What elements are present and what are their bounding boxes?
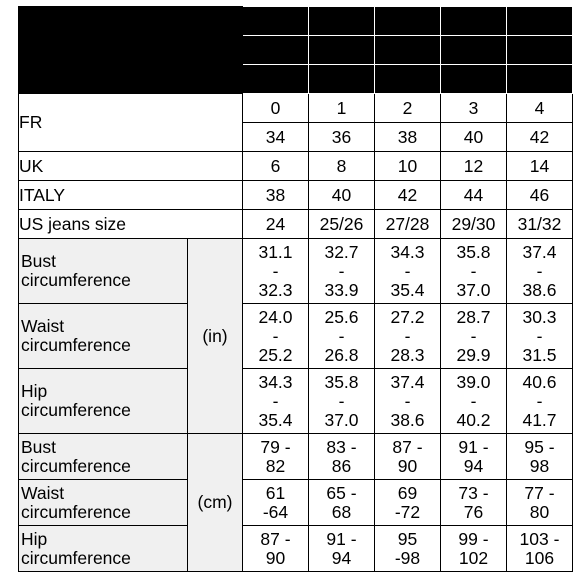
measurement-label: Waist circumference — [21, 316, 131, 355]
bust-cm-value — [441, 434, 507, 480]
unit-cm: (cm) — [188, 434, 243, 572]
range-value: 25.6 - 26.8 — [324, 306, 359, 365]
us-number: 6 — [375, 36, 441, 65]
italy-value: 42 — [375, 181, 441, 210]
italy-value: 46 — [507, 181, 573, 210]
bust-in-value — [441, 239, 507, 304]
range-value: 77 - 80 — [524, 482, 555, 522]
fr-value: 40 — [441, 123, 507, 152]
size-xl: XL — [507, 7, 573, 36]
waist-in-value — [309, 304, 375, 369]
hip-cm-value — [243, 526, 309, 572]
measurement-label: Bust circumference — [21, 436, 131, 476]
us-jeans-value: 27/28 — [375, 65, 441, 94]
us-jeans-value-2: 31/32 — [507, 210, 573, 239]
waist-in-value — [441, 304, 507, 369]
italy-label: ITALY — [19, 181, 243, 210]
us-number: 2 — [243, 36, 309, 65]
range-value: 34.3 - 35.4 — [390, 241, 425, 300]
hip-cm-value — [375, 526, 441, 572]
uk-row — [19, 152, 573, 181]
bust-in-row — [19, 239, 573, 304]
fr-value: 4 — [507, 94, 573, 123]
measurement-label: Hip circumference — [21, 528, 131, 568]
bust-cm-value — [243, 434, 309, 480]
range-value: 99 - 102 — [458, 528, 489, 568]
hip-in-row — [19, 369, 573, 434]
waist-cm-row — [19, 480, 573, 526]
uk-value: 8 — [309, 152, 375, 181]
us-jeans-label-2: US jeans size — [19, 210, 243, 239]
italy-value: 40 — [309, 181, 375, 210]
us-label: US — [19, 7, 243, 65]
hip-cm-value — [507, 526, 573, 572]
bust-cm-row — [19, 434, 573, 480]
measurement-label: Waist circumference — [21, 482, 131, 522]
range-value: 79 - 82 — [260, 436, 291, 476]
waist-in-row — [19, 304, 573, 369]
range-value: 24.0 - 25.2 — [258, 306, 293, 365]
waist-cm-value — [243, 480, 309, 526]
range-value: 27.2 - 28.3 — [390, 306, 425, 365]
bust-cm-value — [375, 434, 441, 480]
range-value: 83 - 86 — [326, 436, 357, 476]
waist-label-cm — [19, 480, 188, 526]
measurement-label: Hip circumference — [21, 381, 131, 420]
fr-value: 34 — [243, 123, 309, 152]
range-value: 65 - 68 — [326, 482, 357, 522]
fr-label: FR — [19, 94, 243, 152]
us-jeans-value: 25/26 — [309, 65, 375, 94]
size-xs: XS — [243, 7, 309, 36]
hip-in-value — [309, 369, 375, 434]
fr-value: 38 — [375, 123, 441, 152]
us-jeans-value-2: 29/30 — [441, 210, 507, 239]
italy-row — [19, 181, 573, 210]
range-value: 87 - 90 — [260, 528, 291, 568]
us-jeans-row — [19, 210, 573, 239]
waist-cm-value — [309, 480, 375, 526]
fr-value: 0 — [243, 94, 309, 123]
hip-cm-row — [19, 526, 573, 572]
range-value: 95 -98 — [394, 528, 421, 568]
fr-value: 3 — [441, 94, 507, 123]
range-value: 37.4 - 38.6 — [390, 371, 425, 430]
range-value: 73 - 76 — [458, 482, 489, 522]
unit-in: (in) — [188, 239, 243, 434]
uk-value: 14 — [507, 152, 573, 181]
hip-in-value — [243, 369, 309, 434]
range-value: 69 -72 — [394, 482, 421, 522]
uk-value: 6 — [243, 152, 309, 181]
fr-value: 1 — [309, 94, 375, 123]
range-value: 37.4 - 38.6 — [522, 241, 557, 300]
bust-in-value — [309, 239, 375, 304]
range-value: 91 - 94 — [326, 528, 357, 568]
size-chart-table — [18, 6, 573, 572]
us-jeans-value: 24 — [243, 65, 309, 94]
bust-cm-value — [309, 434, 375, 480]
range-value: 28.7 - 29.9 — [456, 306, 491, 365]
size-m: M — [375, 7, 441, 36]
fr-value: 42 — [507, 123, 573, 152]
size-l: L — [441, 7, 507, 36]
size-s: S — [309, 7, 375, 36]
bust-in-value — [375, 239, 441, 304]
waist-cm-value — [441, 480, 507, 526]
waist-label-in — [19, 304, 188, 369]
header-row-us-jeans — [19, 65, 573, 94]
range-value: 35.8 - 37.0 — [456, 241, 491, 300]
range-value: 39.0 - 40.2 — [456, 371, 491, 430]
fr-value: 36 — [309, 123, 375, 152]
hip-in-value — [507, 369, 573, 434]
bust-in-value — [507, 239, 573, 304]
us-jeans-value: 31/32 — [507, 65, 573, 94]
measurement-label: Bust circumference — [21, 251, 131, 290]
hip-label-in — [19, 369, 188, 434]
range-value: 30.3 - 31.5 — [522, 306, 557, 365]
uk-value: 10 — [375, 152, 441, 181]
waist-cm-value — [507, 480, 573, 526]
hip-cm-value — [441, 526, 507, 572]
bust-cm-value — [507, 434, 573, 480]
hip-cm-value — [309, 526, 375, 572]
us-number: 10 — [507, 36, 573, 65]
bust-label-in — [19, 239, 188, 304]
size-chart — [18, 6, 573, 572]
hip-label-cm — [19, 526, 188, 572]
range-value: 35.8 - 37.0 — [324, 371, 359, 430]
range-value: 91 - 94 — [458, 436, 489, 476]
uk-value: 12 — [441, 152, 507, 181]
header-row-sizes — [19, 7, 573, 36]
us-number: 4 — [309, 36, 375, 65]
waist-in-value — [375, 304, 441, 369]
hip-in-value — [441, 369, 507, 434]
range-value: 87 - 90 — [392, 436, 423, 476]
range-value: 95 - 98 — [524, 436, 555, 476]
us-jeans-value-2: 24 — [243, 210, 309, 239]
us-number: 8 — [441, 36, 507, 65]
fr-value: 2 — [375, 94, 441, 123]
bust-label-cm — [19, 434, 188, 480]
uk-label: UK — [19, 152, 243, 181]
range-value: 31.1 - 32.3 — [258, 241, 293, 300]
waist-cm-value — [375, 480, 441, 526]
fr-row-1 — [19, 94, 573, 123]
waist-in-value — [507, 304, 573, 369]
range-value: 32.7 - 33.9 — [324, 241, 359, 300]
range-value: 34.3 - 35.4 — [258, 371, 293, 430]
italy-value: 38 — [243, 181, 309, 210]
waist-in-value — [243, 304, 309, 369]
range-value: 40.6 - 41.7 — [522, 371, 557, 430]
bust-in-value — [243, 239, 309, 304]
us-jeans-value-2: 25/26 — [309, 210, 375, 239]
us-jeans-value-2: 27/28 — [375, 210, 441, 239]
italy-value: 44 — [441, 181, 507, 210]
hip-in-value — [375, 369, 441, 434]
us-jeans-label: US jeans size — [19, 65, 243, 94]
range-value: 103 - 106 — [519, 528, 560, 568]
us-jeans-value: 29/30 — [441, 65, 507, 94]
range-value: 61 -64 — [262, 482, 289, 522]
